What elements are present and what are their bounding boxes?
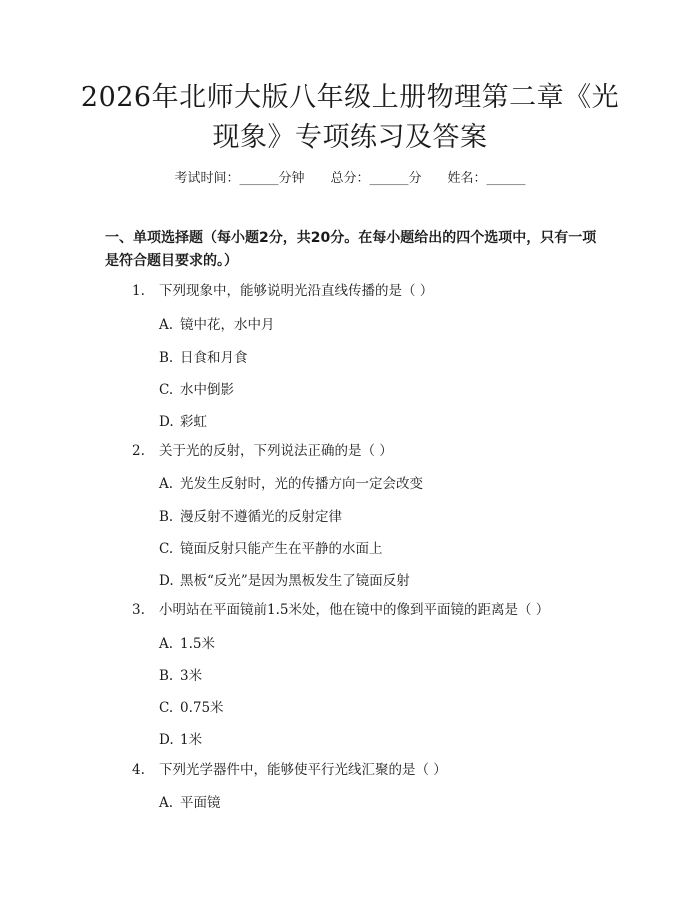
option-text: 1.5米 (180, 636, 215, 652)
option-text: 漫反射不遵循光的反射定律 (180, 509, 342, 525)
option-letter: A. (159, 636, 174, 652)
question-3-option-b (159, 666, 202, 686)
option-letter: C. (159, 541, 174, 557)
option-text: 光发生反射时，光的传播方向一定会改变 (180, 476, 423, 492)
option-text: 3米 (180, 668, 203, 684)
question-2-option-d (159, 571, 410, 591)
question-3 (132, 600, 549, 620)
question-number: 2. (132, 443, 145, 459)
option-letter: D. (159, 573, 174, 589)
option-letter: D. (159, 414, 174, 430)
question-text: 下列现象中，能够说明光沿直线传播的是（ ） (159, 283, 434, 299)
document-title (60, 78, 640, 158)
title-line-2: 现象》专项练习及答案 (212, 122, 488, 153)
section-heading-single-choice: 一、单项选择题（每小题2分，共20分。在每小题给出的四个选项中，只有一项是符合题目要求的。） (105, 230, 597, 269)
title-line-1: 2026年北师大版八年级上册物理第二章《光 (80, 82, 620, 113)
question-3-option-d (159, 730, 202, 750)
option-text: 0.75米 (180, 700, 224, 716)
question-2-option-c (159, 539, 383, 559)
option-text: 1米 (180, 732, 203, 748)
student-name-label: 姓名：______ (447, 171, 526, 186)
total-score-label: 总分：______分 (330, 171, 422, 186)
exam-meta-line (0, 169, 700, 189)
question-text: 下列光学器件中，能够使平行光线汇聚的是（ ） (159, 762, 447, 778)
question-4-option-a (159, 793, 221, 813)
question-1 (132, 281, 433, 301)
option-letter: C. (159, 382, 174, 398)
question-text: 小明站在平面镜前1.5米处，他在镜中的像到平面镜的距离是（ ） (159, 602, 550, 618)
option-text: 日食和月食 (180, 350, 248, 366)
question-number: 4. (132, 762, 145, 778)
option-text: 镜中花，水中月 (180, 317, 275, 333)
option-letter: A. (159, 795, 174, 811)
question-2-option-b (159, 507, 342, 527)
question-4 (132, 760, 447, 780)
option-letter: B. (159, 350, 174, 366)
question-1-option-a (159, 315, 275, 335)
question-2 (132, 441, 393, 461)
option-text: 彩虹 (180, 414, 207, 430)
option-letter: C. (159, 700, 174, 716)
exam-time-label: 考试时间：______分钟 (174, 171, 305, 186)
option-letter: A. (159, 317, 174, 333)
option-text: 水中倒影 (180, 382, 234, 398)
question-number: 3. (132, 602, 145, 618)
option-letter: A. (159, 476, 174, 492)
question-1-option-c (159, 380, 234, 400)
option-letter: B. (159, 509, 174, 525)
option-letter: B. (159, 668, 174, 684)
question-2-option-a (159, 474, 423, 494)
option-letter: D. (159, 732, 174, 748)
question-3-option-a (159, 634, 215, 654)
question-1-option-b (159, 348, 248, 368)
option-text: 平面镜 (180, 795, 221, 811)
option-text: 镜面反射只能产生在平静的水面上 (180, 541, 383, 557)
question-text: 关于光的反射，下列说法正确的是（ ） (159, 443, 393, 459)
option-text: 黑板“反光”是因为黑板发生了镜面反射 (180, 573, 410, 589)
question-3-option-c (159, 698, 224, 718)
question-1-option-d (159, 412, 207, 432)
question-number: 1. (132, 283, 145, 299)
